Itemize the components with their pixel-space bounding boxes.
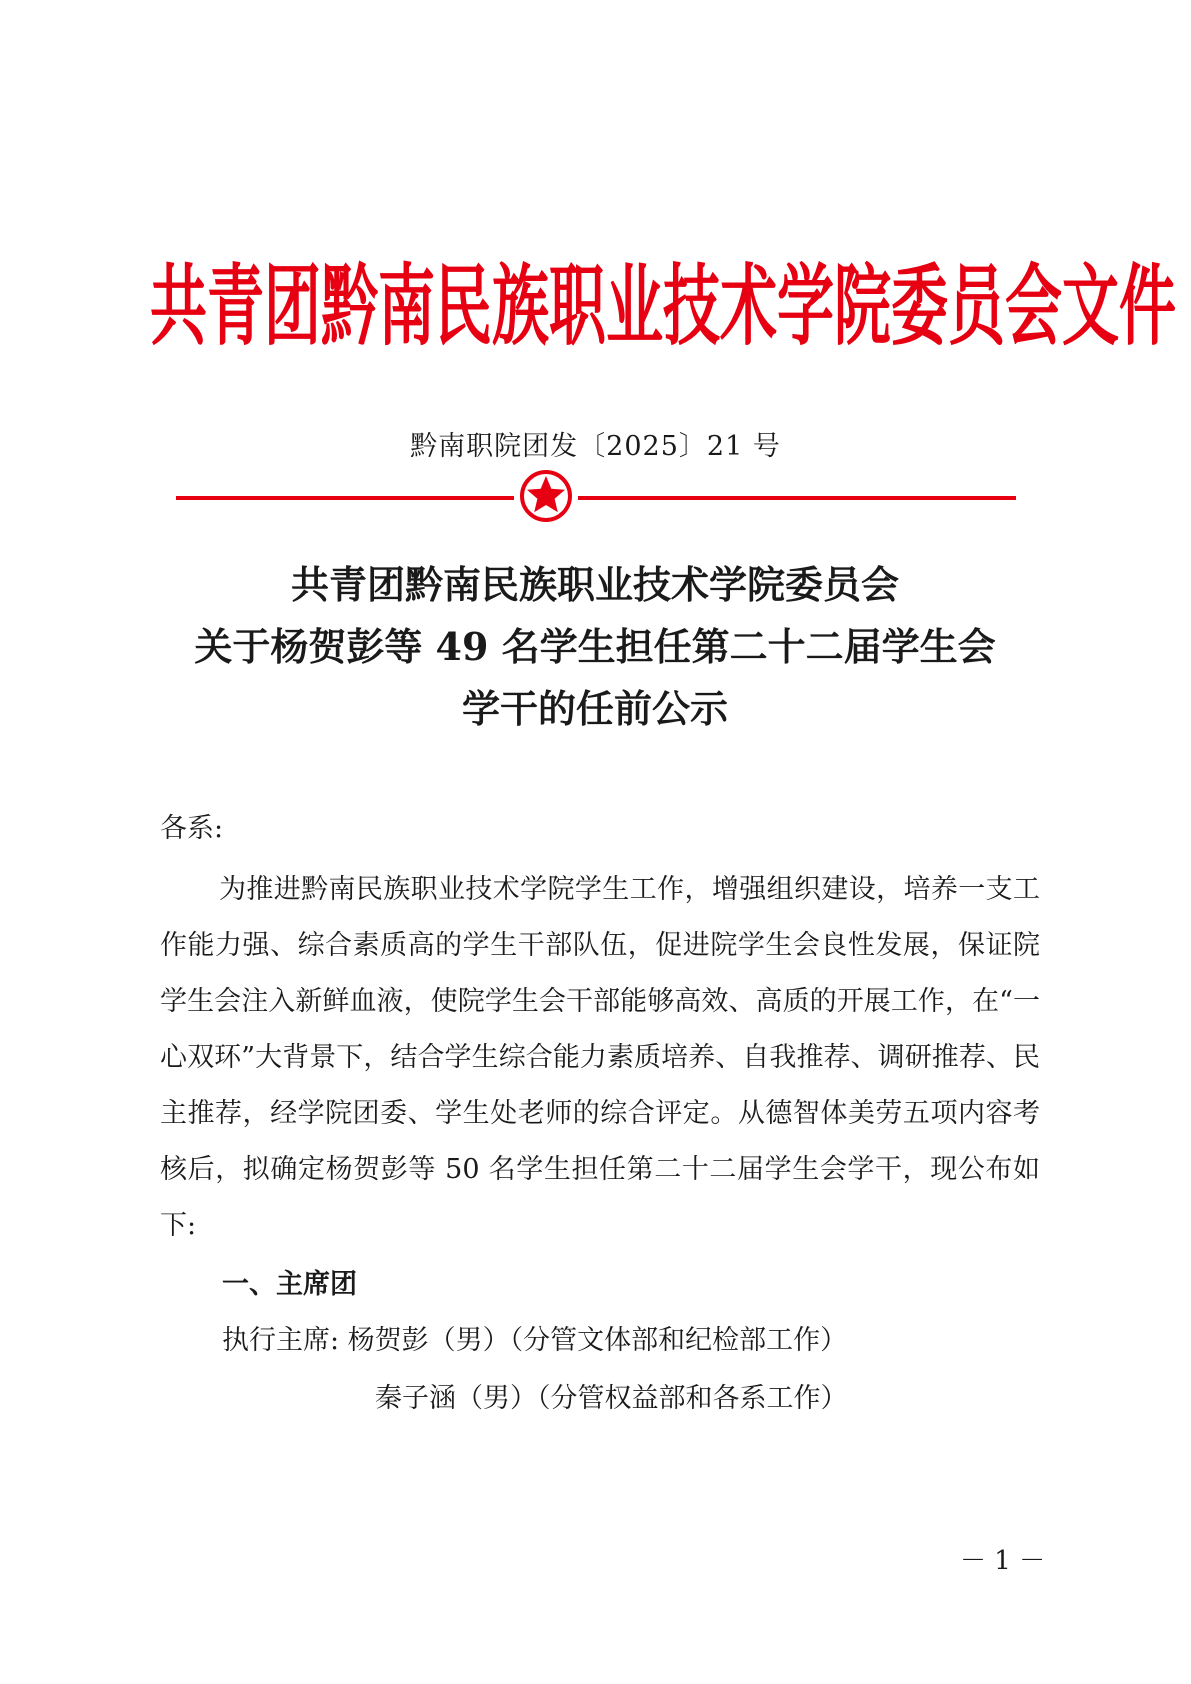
red-star-icon <box>522 472 570 520</box>
document-title <box>140 554 1050 740</box>
masthead-title: 共青团黔南民族职业技术学院委员会文件 <box>150 255 1176 359</box>
page-number: － 1 － <box>960 1546 1046 1576</box>
title-line-2: 关于杨贺彭等 49 名学生担任第二十二届学生会 <box>194 624 996 669</box>
title-line-1: 共青团黔南民族职业技术学院委员会 <box>290 562 899 607</box>
salutation: 各系: <box>160 813 224 844</box>
title-line-3: 学干的任前公示 <box>461 686 728 731</box>
red-divider <box>176 468 1016 536</box>
section-heading-presidium: 一、主席团 <box>222 1269 357 1300</box>
body-paragraph: 为推进黔南民族职业技术学院学生工作，增强组织建设，培养一支工作能力强、综合素质高的学生干部队伍，促进院学生会良性发展，保证院学生会注入新鲜血液，使院学生会干部能够高效、高质的开展工作，在“一心双环”大背景下，结合学生综合能力素质培养、自我推荐、调研推荐、民主推荐，经学院团委、学生处老师的综合评定。从德智体美劳五项内容考核后，拟确定杨贺彭等 50 名学生担任第二十二届学生会学干，现公布如下: <box>160 874 1040 1241</box>
document-number: 黔南职院团发〔2025〕21 号 <box>410 431 781 462</box>
member-line-second: 秦子涵（男）（分管权益部和各系工作） <box>375 1383 848 1414</box>
member-line-executive-chair: 执行主席: 杨贺彭（男）（分管文体部和纪检部工作） <box>222 1325 848 1356</box>
